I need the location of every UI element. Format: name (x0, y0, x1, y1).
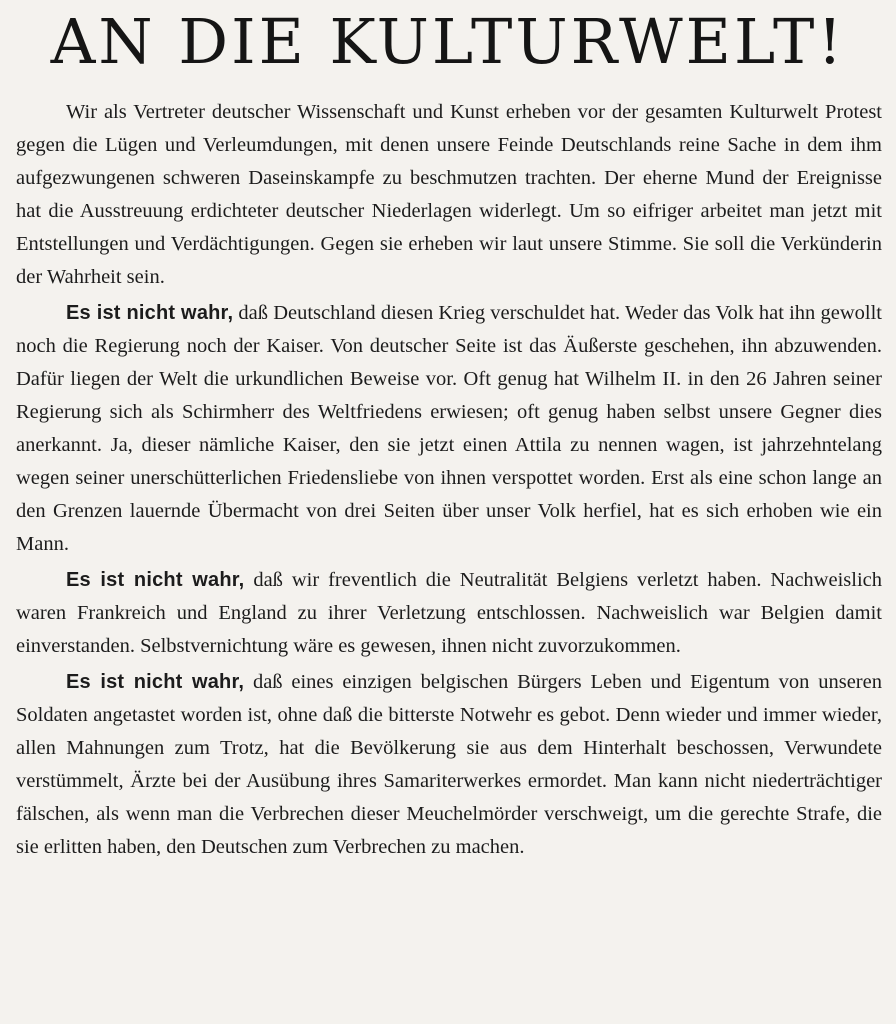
paragraph-text: daß Deutschland diesen Krieg verschuldet hat. Weder das Volk hat ihn gewollt noch die Regierung noch der Kaiser. Von deutscher Seite ist das Äußerste geschehen, ihn abzuwenden. Dafür liegen der Welt die urkundlichen Beweise vor. Oft genug hat Wilhelm II. in den 26 Jahren seiner Regierung sich als Schirmherr des Weltfriedens erwiesen; oft genug haben selbst unsere Gegner dies anerkannt. Ja, dieser nämliche Kaiser, den sie jetzt einen Attila zu nennen wagen, ist jahrzehntelang wegen seiner unerschütterlichen Friedensliebe von ihnen verspottet worden. Erst als eine schon lange an den Grenzen lauernde Übermacht von drei Seiten über unser Volk herfiel, hat es sich erhoben wie ein Mann. (16, 302, 882, 555)
paragraph-lead: Es ist nicht wahr, (66, 671, 245, 693)
paragraph-war-guilt (16, 297, 882, 561)
paragraph-lead: Es ist nicht wahr, (66, 569, 245, 591)
paragraph-intro (16, 96, 882, 294)
paragraph-text: Wir als Vertreter deutscher Wissenschaft und Kunst erheben vor der gesamten Kulturwelt Protest gegen die Lügen und Verleumdungen, mit denen unsere Feinde Deutschlands reine Sache in dem ihm aufgezwungenen schweren Daseinskampfe zu beschmutzen trachten. Der eherne Mund der Ereignisse hat die Ausstreuung erdichteter deutscher Niederlagen widerlegt. Um so eifriger arbeitet man jetzt mit Entstellungen und Verdächtigungen. Gegen sie erheben wir laut unsere Stimme. Sie soll die Verkünderin der Wahrheit sein. (16, 101, 882, 288)
paragraph-belgian-citizens (16, 666, 882, 864)
paragraph-belgium-neutrality (16, 564, 882, 663)
document-title: AN DIE KULTURWELT! (50, 5, 846, 78)
paragraph-text: daß eines einzigen belgischen Bürgers Leben und Eigentum von unseren Soldaten angetastet worden ist, ohne daß die bitterste Notwehr es gebot. Denn wieder und immer wieder, allen Mahnungen zum Trotz, hat die Bevölkerung sie aus dem Hinterhalt beschossen, Verwundete verstümmelt, Ärzte bei der Ausübung ihres Samariterwerkes ermordet. Man kann nicht niederträchtiger fälschen, als wenn man die Verbrechen dieser Meuchelmörder verschweigt, um die gerechte Strafe, die sie erlitten haben, den Deutschen zum Verbrechen zu machen. (16, 671, 882, 858)
document-body (16, 96, 882, 864)
paragraph-text: daß wir freventlich die Neutralität Belgiens verletzt haben. Nachweislich waren Frankreich und England zu ihrer Verletzung entschlossen. Nachweislich war Belgien damit einverstanden. Selbstvernichtung wäre es gewesen, ihnen nicht zuvorzukommen. (16, 569, 882, 657)
paragraph-lead: Es ist nicht wahr, (66, 302, 234, 324)
